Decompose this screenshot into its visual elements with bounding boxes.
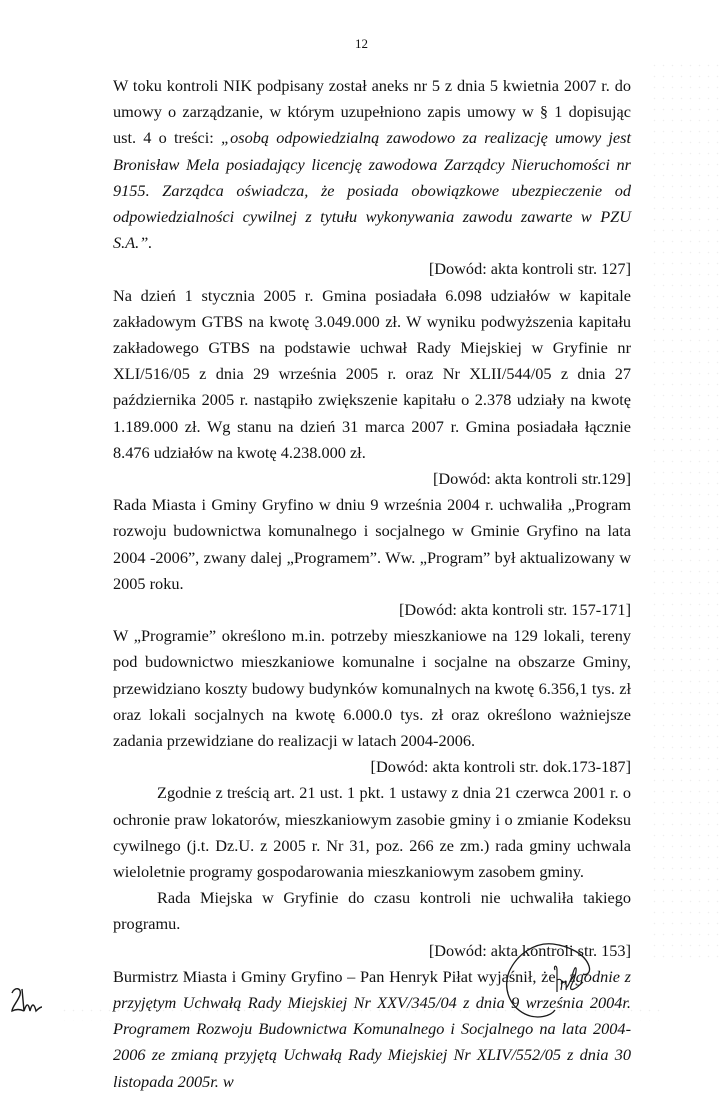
evidence-reference: [Dowód: akta kontroli str. dok.173-187] [370, 757, 631, 777]
paragraph-rada-miejska: Rada Miejska w Gryfinie do czasu kontroli nie uchwaliła takiego programu. [113, 888, 631, 934]
page-number: 12 [355, 36, 368, 51]
evidence-reference: [Dowód: akta kontroli str.129] [432, 469, 631, 489]
evidence-reference: [Dowód: akta kontroli str. 153] [428, 940, 631, 960]
paragraph-burmistrz-text: Burmistrz Miasta i Gminy Gryfino – Pan Henryk Piłat wyjaśnił, że [113, 966, 561, 986]
signature-icon [495, 940, 615, 1020]
paragraph-udzialy: Na dzień 1 stycznia 2005 r. Gmina posiadała 6.098 udziałów w kapitale zakładowym GTBS na kwotę 3.049.000 zł. W wyniku podwyższenia kapitału zakładowego GTBS na podstawie uchwał Rady Miejskiej w Gryfinie nr XLI/516/05 z dnia 29 września 2005 r. oraz Nr XLII/544/05 z dnia 27 października 2005 r. nastąpiło zwiększenie kapitału o 2.378 udziały na kwotę 1.189.000 zł. Wg stanu na dzień 31 marca 2007 r. Gmina posiadała łącznie 8.476 udziałów na kwotę 4.238.000 zł. [113, 285, 631, 462]
initials-icon [8, 985, 48, 1015]
paragraph-aneks-text: W toku kontroli NIK podpisany został aneks nr 5 z dnia 5 kwietnia 2007 r. do umowy o zarządzanie, w którym uzupełniono zapis umowy w § 1 dopisując ust. 4 o treści: [113, 76, 631, 148]
evidence-reference: [Dowód: akta kontroli str. 157-171] [399, 600, 631, 620]
paragraph-aneks-quote: „osobą odpowiedzialną zawodowo za realizację umowy jest Bronisław Mela posiadający licencję zawodowa Zarządcy Nieruchomości nr 9155. Zarządca oświadcza, że posiada obowiązkowe ubezpieczenie od odpowiedzialności cywilnej z tytułu wykonywania zawodu zawarte w PZU S.A.”. [113, 128, 632, 253]
paragraph-program: Rada Miasta i Gminy Gryfino w dniu 9 września 2004 r. uchwaliła „Program rozwoju budownictwa komunalnego i socjalnego w Gminie Gryfino na lata 2004 -2006”, zwany dalej „Programem”. Ww. „Program” był aktualizowany w 2005 roku. [113, 495, 631, 593]
paragraph-aneks [113, 73, 631, 256]
paragraph-programie: W „Programie” określono m.in. potrzeby mieszkaniowe na 129 lokali, tereny pod budownictwo mieszkaniowe komunalne i socjalne na obszarze Gminy, przewidziano koszty budowy budynków komunalnych na kwotę 6.356,1 tys. zł oraz lokali socjalnych na kwotę 6.000.0 tys. zł oraz określono ważniejsze zadania przewidziane do realizacji w latach 2004-2006. [113, 626, 631, 751]
paragraph-burmistrz-quote: „zgodnie z przyjętym Uchwałą Rady Miejskiej Nr XXV/345/04 z dnia 9 września 2004r. Programem Rozwoju Budownictwa Komunalnego i Socjalnego na lata 2004-2006 ze zmianą przyjętą Uchwałą Rady Miejskiej Nr XLIV/552/05 z dnia 30 listopada 2005r. w [113, 966, 631, 1091]
paragraph-zgodnie: Zgodnie z treścią art. 21 ust. 1 pkt. 1 ustawy z dnia 21 czerwca 2001 r. o ochronie praw lokatorów, mieszkaniowym zasobie gminy i o zmianie Kodeksu cywilnego (j.t. Dz.U. z 2005 r. Nr 31, poz. 266 ze zm.) rada gminy uchwala wieloletnie programy gospodarowania mieszkaniowym zasobem gminy. [113, 783, 631, 882]
scan-noise-right [650, 60, 720, 960]
evidence-reference: [Dowód: akta kontroli str. 127] [428, 259, 631, 279]
